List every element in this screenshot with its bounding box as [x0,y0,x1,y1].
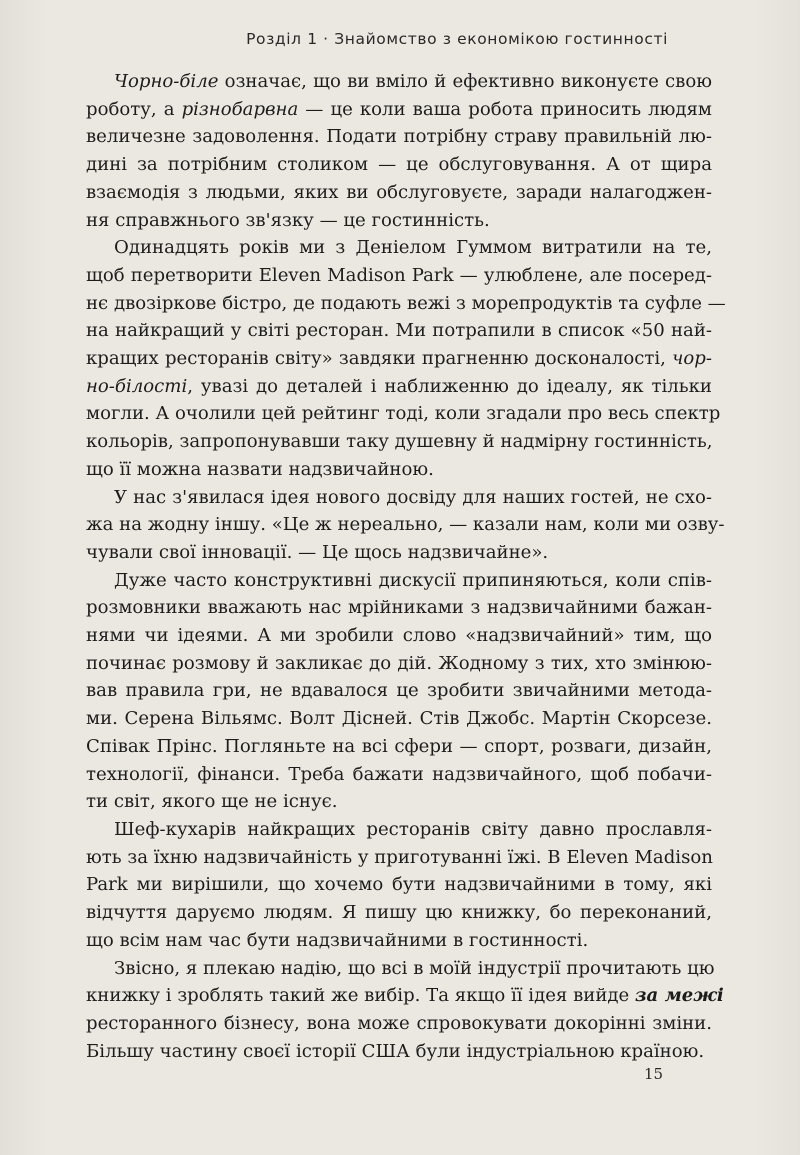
text-line [86,400,721,428]
text-segment: що її можна назвати надзвичайною. [86,458,434,480]
text-segment: відчуття даруємо людям. Я пишу цю книжку, бо переконаний, [86,902,712,924]
text-segment: чували свої інновації. — Це щось надзвичайне». [86,541,549,563]
text-segment: , увазі до деталей і наближенню до ідеалу, як тільки [187,375,712,397]
italic-text: чор- [672,348,712,370]
text-line [86,373,712,401]
text-segment: що всім нам час бути надзвичайними в гостинності. [86,929,589,951]
text-line [86,622,712,650]
paragraph [86,484,725,567]
paragraph [86,567,712,816]
text-segment: книжку і зроблять такий же вибір. Та якщо її ідея вийде [86,985,635,1007]
text-segment: кольорів, запропонувавши таку душевну й надмірну гостинність, [86,431,713,453]
text-line [86,788,712,816]
text-line [86,96,712,124]
text-segment: Шеф-кухарів найкращих ресторанів світу давно прославля- [114,818,712,840]
bold-italic-text: за межі [635,985,724,1007]
paragraph [86,68,712,234]
text-segment: величезне задоволення. Подати потрібну страву правильній лю- [86,126,712,148]
text-line [86,484,712,512]
text-segment: технології, фінанси. Треба бажати надзвичайного, щоб побачи- [86,763,712,785]
text-segment: на найкращий у світі ресторан. Ми потрапили в список «50 най- [86,320,712,342]
text-segment: ти світ, якого ще не існує. [86,791,338,813]
text-segment: дині за потрібним столиком — це обслуговування. А от щира [86,154,712,176]
text-line [86,844,712,872]
text-segment: нями чи ідеями. А ми зробили слово «надзвичайний» тим, що [86,625,712,647]
page-number: 15 [644,1065,664,1083]
text-segment: роботу, а [86,98,182,120]
text-line [86,650,712,678]
text-segment: Park ми вирішили, що хочемо бути надзвичайними в тому, які [86,874,712,896]
text-line [86,539,712,567]
text-segment: ми. Серена Вільямс. Волт Дісней. Стів Джобс. Мартін Скорсезе. [86,708,712,730]
text-line [86,207,712,235]
text-line [86,68,712,96]
text-line [86,733,712,761]
text-segment: починає розмову й закликає до дій. Жодному з тих, хто змінюю- [86,652,712,674]
text-line [86,345,712,373]
text-line [86,982,724,1010]
body-text [86,68,726,1065]
text-line [86,234,712,262]
text-segment: Співак Прінс. Погляньте на всі сфери — спорт, розваги, дизайн, [86,735,712,757]
text-line [86,262,712,290]
text-line [86,511,725,539]
text-segment: У нас з'явилася ідея нового досвіду для наших гостей, не схо- [114,486,712,508]
text-line [86,456,712,484]
text-line [86,123,712,151]
text-line [86,816,712,844]
text-segment: кращих ресторанів світу» завдяки прагненню досконалості, [86,348,673,370]
text-line [86,705,712,733]
text-segment: вав правила гри, не вдавалося це зробити звичайними метода- [86,680,712,702]
text-line [86,594,712,622]
text-segment: ресторанного бізнесу, вона може спровокувати докорінні зміни. [86,1012,712,1034]
paragraph [86,234,726,483]
text-segment: — це коли ваша робота приносить людям [298,98,712,120]
text-line [86,1038,712,1066]
text-line [86,955,715,983]
text-segment: Дуже часто конструктивні дискусії припиняються, коли спів- [114,569,712,591]
text-line [86,567,712,595]
text-segment: означає, що ви вміло й ефективно виконуєте свою [218,71,712,92]
text-segment: Більшу частину своєї історії США були індустріальною країною. [86,1040,705,1062]
text-line [86,290,726,318]
text-line [86,677,712,705]
text-line [86,899,712,927]
text-segment: Одинадцять років ми з Деніелом Гуммом витратили на те, [114,237,712,259]
italic-text: різнобарвна [181,98,299,120]
text-line [86,1010,712,1038]
text-segment: розмовники вважають нас мрійниками з надзвичайними бажан- [86,597,712,619]
text-segment: щоб перетворити Eleven Madison Park — улюблене, але посеред- [86,264,712,286]
text-segment: Звісно, я плекаю надію, що всі в моїй індустрії прочитають цю [114,957,715,979]
text-segment: ють за їхню надзвичайність у приготуванні їжі. В Eleven Madison [86,846,713,868]
running-header: Розділ 1 · Знайомство з економікою гостинності [246,30,668,48]
text-line [86,179,712,207]
text-segment: могли. А очолили цей рейтинг тоді, коли згадали про весь спектр [86,403,721,425]
italic-text: Чорно-біле [114,71,219,92]
text-line [86,317,712,345]
text-segment: жа на жодну іншу. «Це ж нереально, — казали нам, коли ми озву- [86,514,725,536]
text-line [86,927,712,955]
text-line [86,761,712,789]
paragraph [86,955,724,1066]
text-line [86,151,712,179]
text-line [86,871,712,899]
text-segment: взаємодія з людьми, яких ви обслуговуєте, заради налагоджен- [86,181,712,203]
text-line [86,428,712,456]
italic-text: но-білості [86,375,188,397]
paragraph [86,816,712,955]
text-segment: нє двозіркове бістро, де подають вежі з морепродуктів та суфле — [86,292,726,314]
text-segment: ня справжнього зв'язку — це гостинність. [86,209,490,231]
